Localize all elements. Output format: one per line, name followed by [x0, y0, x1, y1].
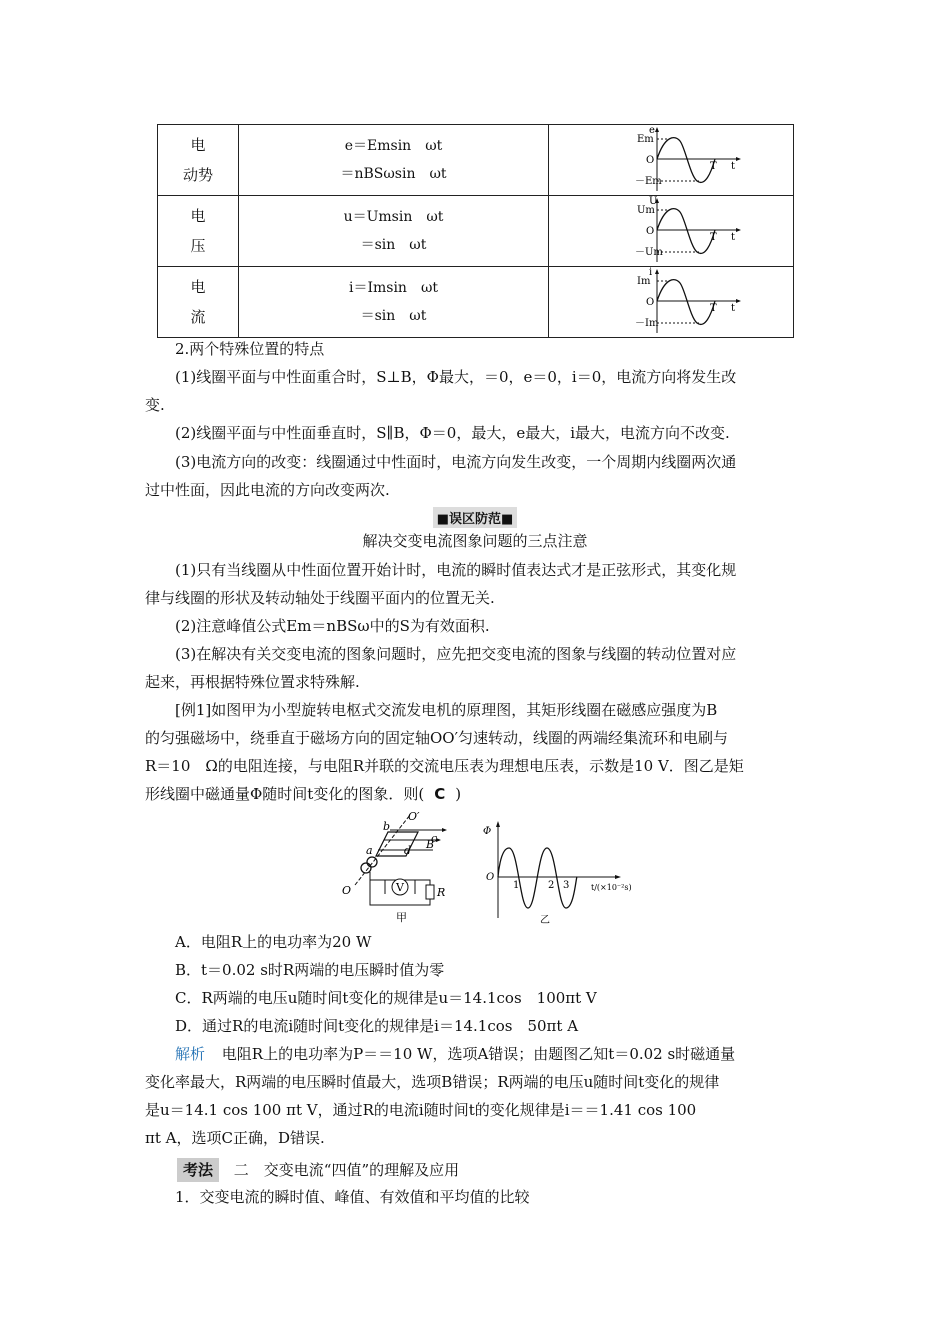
- origin-label: O: [646, 226, 655, 237]
- analysis-line: [175, 1043, 735, 1065]
- figure-caption-yi: 乙: [540, 915, 550, 926]
- origin-label: O: [646, 155, 655, 166]
- y-axis-label: e: [649, 125, 655, 136]
- example-line: 的匀强磁场中，绕垂直于磁场方向的固定轴OO′匀速转动，线圈的两端经集流环和电刷与: [145, 729, 729, 747]
- corner-d-label: d: [404, 844, 412, 857]
- row-expression: [239, 196, 549, 267]
- min-label: －Um: [635, 247, 663, 258]
- tag-label: ■误区防范■: [433, 507, 518, 528]
- table-row: [158, 196, 794, 267]
- paragraph: (2)线圈平面与中性面垂直时，S∥B，Φ＝0，最大，e最大，i最大，电流方向不改变.: [175, 424, 730, 442]
- row-graph: [549, 267, 794, 338]
- figure-caption-jia: 甲: [396, 911, 407, 924]
- o-prime-label: O′: [408, 810, 420, 823]
- option-b: B．t＝0.02 s时R两端的电压瞬时值为零: [175, 961, 445, 979]
- flux-time-graph: [478, 818, 648, 926]
- t-axis-label: t/(×10⁻²s): [591, 883, 632, 892]
- table-row: [158, 267, 794, 338]
- row-name: [158, 196, 239, 267]
- corner-b-label: b: [383, 820, 391, 833]
- field-b-label: B: [426, 838, 435, 851]
- row-graph: [549, 125, 794, 196]
- period-label: T: [710, 161, 717, 172]
- y-axis-label: i: [649, 267, 653, 278]
- max-label: Im: [637, 276, 651, 287]
- option-a: A．电阻R上的电功率为20 W: [175, 933, 372, 951]
- paragraph: 1．交变电流的瞬时值、峰值、有效值和平均值的比较: [175, 1188, 530, 1206]
- option-d: D．通过R的电流i随时间t变化的规律是i＝14.1cos 50πt A: [175, 1017, 579, 1035]
- example-line: [例1]如图甲为小型旋转电枢式交流发电机的原理图，其矩形线圈在磁感应强度为B: [175, 701, 718, 719]
- tick-3: 3: [563, 880, 570, 891]
- expression-line-1: i＝Imsin ωt: [348, 280, 438, 296]
- method-tag: 考法: [177, 1158, 219, 1182]
- paragraph: (3)电流方向的改变：线圈通过中性面时，电流方向发生改变，一个周期内线圈两次通: [175, 453, 737, 471]
- corner-c-label: c: [431, 832, 438, 845]
- analysis-line: 是u＝14.1 cos 100 πt V，通过R的电流i随时间t的变化规律是i＝＝1.41 cos 100: [145, 1101, 697, 1119]
- tick-2: 2: [548, 880, 555, 891]
- expression-line-1: u＝Umsin ωt: [343, 209, 444, 225]
- analysis-line: πt A，选项C正确，D错误.: [145, 1129, 325, 1147]
- generator-diagram: [340, 810, 470, 925]
- row-graph: [549, 196, 794, 267]
- analysis-text: 电阻R上的电功率为P＝＝10 W，选项A错误；由题图乙知t＝0.02 s时磁通量: [221, 1045, 736, 1063]
- row-name: [158, 267, 239, 338]
- analysis-line: 变化率最大，R两端的电压瞬时值最大，选项B错误；R两端的电压u随时间t变化的规律: [145, 1073, 720, 1091]
- expression-line-2: ＝sin ωt: [360, 237, 427, 253]
- paren-close: ): [455, 785, 462, 803]
- subtitle: 解决交变电流图象问题的三点注意: [362, 532, 588, 550]
- row-name-bottom: 流: [190, 308, 206, 326]
- current-sine-graph: [635, 267, 745, 335]
- answer-letter: C: [434, 785, 446, 803]
- paragraph: 变.: [145, 396, 165, 414]
- origin-label: O: [646, 297, 655, 308]
- table-row: [158, 125, 794, 196]
- y-axis-label: U: [649, 196, 658, 207]
- paragraph: (3)在解决有关交变电流的图象问题时，应先把交变电流的图象与线圈的转动位置对应: [175, 645, 737, 663]
- example-line: [145, 783, 461, 805]
- row-name-top: 电: [190, 207, 206, 225]
- phi-axis-label: Φ: [483, 826, 492, 837]
- option-c: C．R两端的电压u随时间t变化的规律是u＝14.1cos 100πt V: [175, 989, 597, 1007]
- min-label: －Im: [635, 318, 659, 329]
- paragraph: 起来，再根据特殊位置求特殊解.: [145, 673, 360, 691]
- coil-rectangle: [376, 832, 418, 856]
- row-name-bottom: 动势: [182, 166, 213, 184]
- section-tag: [0, 507, 950, 528]
- max-label: Em: [637, 134, 654, 145]
- expression-line-1: e＝Emsin ωt: [344, 138, 443, 154]
- flux-curve: [498, 848, 577, 908]
- tick-1: 1: [513, 880, 520, 891]
- t-axis-label: t: [731, 303, 736, 314]
- resistor-label: R: [437, 886, 446, 899]
- origin-label: O: [486, 872, 495, 883]
- row-name: [158, 125, 239, 196]
- emf-sine-graph: [635, 125, 745, 193]
- method-heading: [177, 1158, 459, 1182]
- row-expression: [239, 125, 549, 196]
- period-label: T: [710, 232, 717, 243]
- min-label: －Em: [635, 176, 662, 187]
- max-label: Um: [637, 205, 655, 216]
- paragraph: 过中性面，因此电流的方向改变两次.: [145, 481, 390, 499]
- analysis-label: 解析: [175, 1045, 206, 1063]
- expression-line-2: ＝sin ωt: [360, 308, 427, 324]
- section-title: 2.两个特殊位置的特点: [175, 340, 325, 358]
- corner-a-label: a: [366, 844, 373, 857]
- paragraph: (1)只有当线圈从中性面位置开始计时，电流的瞬时值表达式才是正弦形式，其变化规: [175, 561, 737, 579]
- method-title: 二 交变电流“四值”的理解及应用: [233, 1161, 460, 1179]
- question-stem-end: 形线圈中磁通量Φ随时间t变化的图象．则(: [145, 785, 425, 803]
- resistor-r: [426, 885, 434, 899]
- t-axis-label: t: [731, 232, 736, 243]
- paragraph: (1)线圈平面与中性面重合时，S⊥B，Φ最大，＝0，e＝0，i＝0，电流方向将发生改: [175, 368, 737, 386]
- row-expression: [239, 267, 549, 338]
- formula-table: [157, 124, 794, 338]
- paragraph: (2)注意峰值公式Em＝nBSω中的S为有效面积.: [175, 617, 490, 635]
- voltmeter-label: V: [396, 881, 404, 894]
- example-line: R＝10 Ω的电阻连接，与电阻R并联的交流电压表为理想电压表，示数是10 V．图乙是矩: [145, 757, 744, 775]
- period-label: T: [710, 303, 717, 314]
- t-axis-label: t: [731, 161, 736, 172]
- row-name-bottom: 压: [190, 237, 206, 255]
- row-name-top: 电: [190, 278, 206, 296]
- row-name-top: 电: [190, 136, 206, 154]
- expression-line-2: ＝nBSωsin ωt: [340, 166, 447, 182]
- o-label: O: [342, 884, 352, 897]
- voltage-sine-graph: [635, 196, 745, 264]
- paragraph: 律与线圈的形状及转动轴处于线圈平面内的位置无关.: [145, 589, 495, 607]
